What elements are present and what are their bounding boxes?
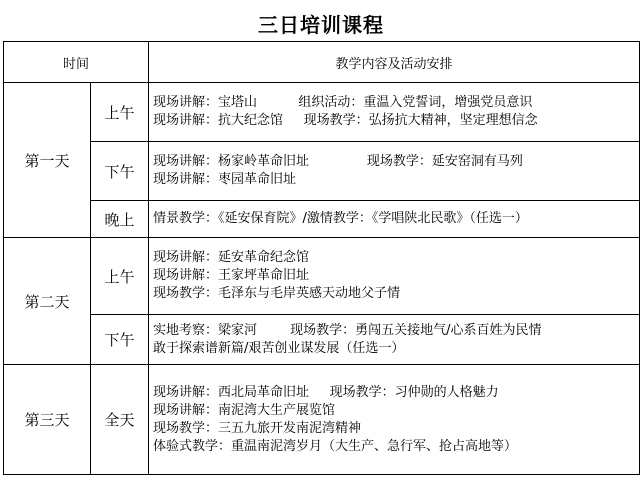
segment-label: 上午 [91, 238, 149, 315]
activity-line: 现场讲解：南泥湾大生产展览馆 [153, 402, 336, 418]
table-row [4, 83, 640, 142]
activity-line: 现场讲解：抗大纪念馆 现场教学：弘扬抗大精神，坚定理想信念 [153, 113, 538, 128]
segment-label: 下午 [91, 142, 149, 201]
header-row [4, 42, 640, 83]
table-row [4, 201, 640, 238]
segment-label: 晚上 [91, 201, 149, 238]
activity-line: 现场讲解：延安革命纪念馆 [153, 250, 310, 265]
segment-label: 全天 [91, 365, 149, 475]
activity-line: 敢于探索谱新篇/艰苦创业谋发展（任选一） [153, 340, 405, 356]
page-title: 三日培训课程 [258, 13, 384, 37]
activity-cell [149, 201, 640, 238]
activity-line: 情景教学：《延安保育院》/激情教学：《学唱陕北民歌》（任选一） [153, 211, 528, 226]
activity-line: 现场讲解：杨家岭革命旧址 现场教学：延安窑洞有马列 [153, 154, 523, 169]
time-header: 时间 [4, 42, 149, 83]
activity-line: 现场讲解：枣园革命旧址 [153, 172, 297, 187]
activity-line: 现场讲解：宝塔山 组织活动：重温入党誓词，增强党员意识 [153, 95, 533, 110]
table-row [4, 365, 640, 475]
table-row [4, 315, 640, 365]
day-label: 第二天 [4, 238, 91, 365]
activity-line: 现场教学：毛泽东与毛岸英感天动地父子情 [153, 286, 401, 301]
segment-label: 下午 [91, 315, 149, 365]
activity-line: 现场讲解：西北局革命旧址 现场教学：习仲勋的人格魅力 [153, 384, 499, 400]
activity-line: 现场教学：三五九旅开发南泥湾精神 [153, 420, 362, 436]
table-row [4, 238, 640, 315]
activity-line: 体验式教学：重温南泥湾岁月（大生产、急行军、抢占高地等） [153, 438, 518, 454]
activity-line: 现场讲解：王家坪革命旧址 [153, 268, 310, 283]
day-label: 第三天 [4, 365, 91, 475]
activity-cell [149, 142, 640, 201]
activity-cell [149, 365, 640, 475]
segment-label: 上午 [91, 83, 149, 142]
activity-line: 实地考察：梁家河 现场教学：勇闯五关接地气/心系百姓为民情 [153, 322, 542, 338]
activity-cell [149, 238, 640, 315]
activity-cell [149, 315, 640, 365]
schedule-table [3, 41, 640, 475]
table-row [4, 142, 640, 201]
activity-cell [149, 83, 640, 142]
content-header: 教学内容及活动安排 [149, 42, 640, 83]
day-label: 第一天 [4, 83, 91, 238]
